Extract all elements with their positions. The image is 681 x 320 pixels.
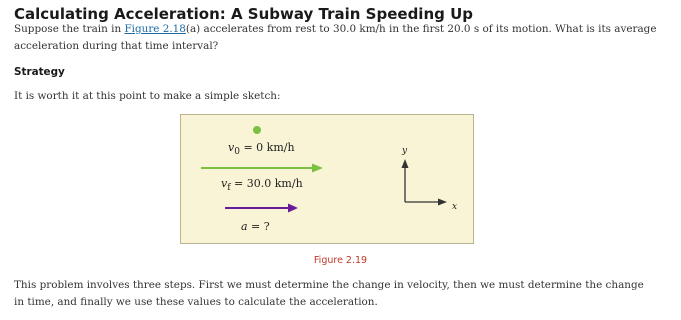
y-axis-label: y (402, 146, 408, 156)
figure-caption: Figure 2.19 (313, 255, 368, 266)
section-title: Calculating Acceleration: A Subway Train Speeding Up (14, 5, 474, 23)
acceleration-arrow-head (288, 204, 298, 213)
figure-link[interactable]: Figure 2.18 (124, 23, 186, 35)
conclusion-paragraph: This problem involves three steps. First we must determine the change in velocity, then we must determine the change in time, and finally we use these values to calculate the acceleration. (14, 279, 644, 308)
acceleration-label: a = ? (241, 220, 270, 233)
y-axis-arrowhead (402, 159, 409, 168)
problem-text-end: (a) accelerates from rest to 30.0 km/h in the first 20.0 s of its motion. What is its average acceleration during that time interval? (14, 23, 657, 52)
train-dot (253, 126, 261, 134)
problem-statement (14, 21, 669, 55)
x-axis-arrowhead (438, 199, 447, 206)
final-velocity-label: $v_f = 30.0$ km/h (221, 177, 303, 193)
sketch-figure (180, 114, 474, 244)
strategy-heading: Strategy (14, 66, 65, 78)
x-axis-label: x (452, 202, 458, 212)
problem-text-start: Suppose the train in (14, 23, 125, 35)
velocity-arrow-head (312, 164, 323, 173)
strategy-intro: It is worth it at this point to make a simple sketch: (14, 90, 281, 102)
initial-velocity-label: $v_0 = 0$ km/h (228, 141, 295, 157)
sketch-diagram (181, 115, 475, 245)
